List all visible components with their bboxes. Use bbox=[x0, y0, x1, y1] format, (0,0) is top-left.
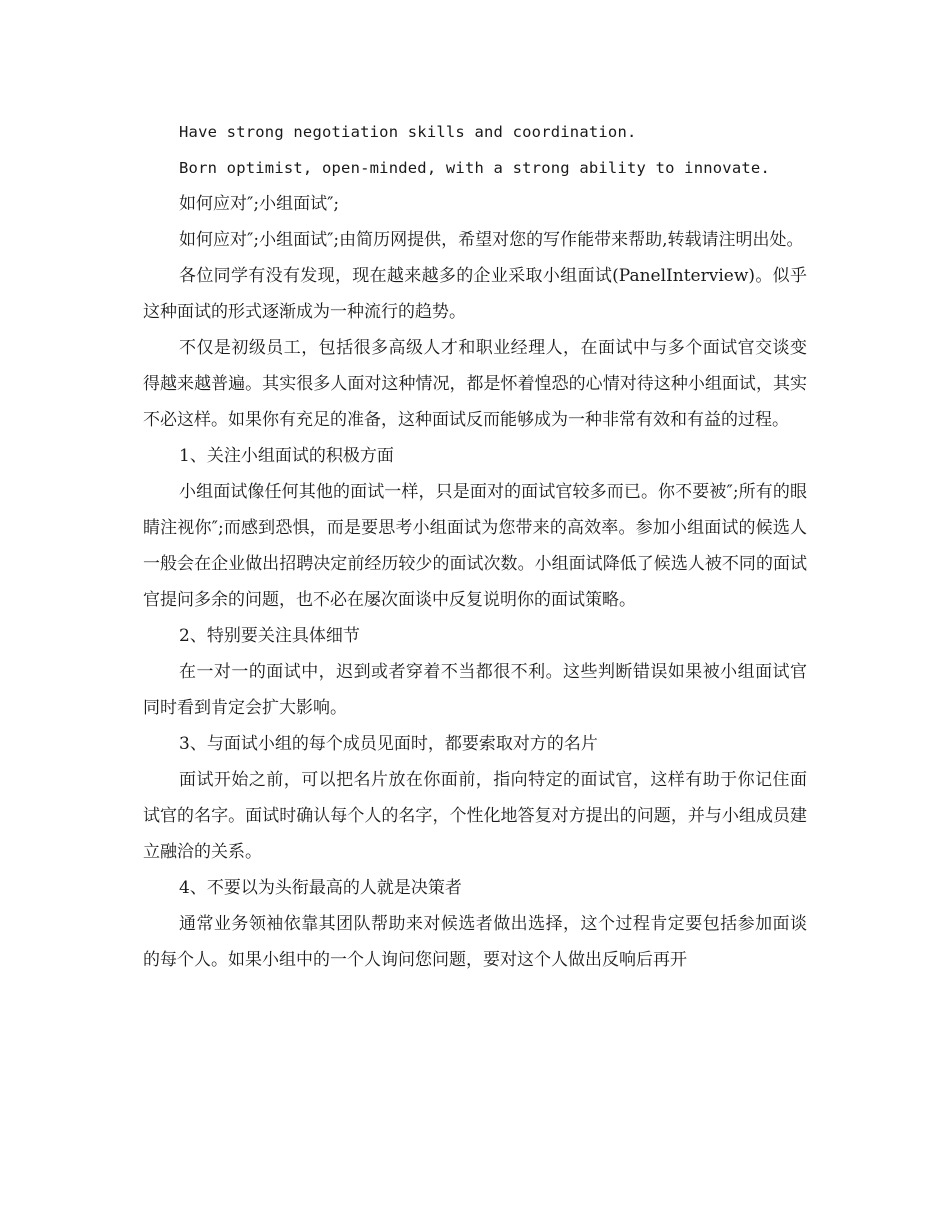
paragraph-section-3-body: 面试开始之前，可以把名片放在你面前，指向特定的面试官，这样有助于你记住面试官的名字。面试时确认每个人的名字，个性化地答复对方提出的问题，并与小组成员建立融洽的关系。 bbox=[143, 770, 807, 862]
paragraph-section-2-body: 在一对一的面试中，迟到或者穿着不当都很不利。这些判断错误如果被小组面试官同时看到肯定会扩大影响。 bbox=[143, 662, 807, 718]
section-heading-2: 2、特别要关注具体细节 bbox=[179, 626, 360, 646]
section-heading-1: 1、关注小组面试的积极方面 bbox=[179, 446, 394, 466]
paragraph-source-note: 如何应对″;小组面试″;由简历网提供，希望对您的写作能带来帮助,转载请注明出处。 bbox=[179, 230, 804, 250]
paragraph-section-1-body: 小组面试像任何其他的面试一样，只是面对的面试官较多而已。你不要被″;所有的眼睛注视你″;而感到恐惧，而是要思考小组面试为您带来的高效率。参加小组面试的候选人一般会在企业做出招聘决定前经历较少的面试次数。小组面试降低了候选人被不同的面试官提问多余的问题，也不必在屡次面谈中反复说明你的面试策略。 bbox=[143, 482, 807, 610]
paragraph-born-optimist: Born optimist, open-minded, with a strong ability to innovate. bbox=[179, 159, 770, 177]
paragraph-common-practice: 不仅是初级员工，包括很多高级人才和职业经理人，在面试中与多个面试官交谈变得越来越普遍。其实很多人面对这种情况，都是怀着惶恐的心情对待这种小组面试，其实不必这样。如果你有充足的准备，这种面试反而能够成为一种非常有效和有益的过程。 bbox=[143, 338, 807, 430]
section-heading-3: 3、与面试小组的每个成员见面时，都要索取对方的名片 bbox=[179, 734, 598, 754]
section-heading-4: 4、不要以为头衔最高的人就是决策者 bbox=[179, 878, 462, 898]
paragraph-panel-interview-intro: 各位同学有没有发现，现在越来越多的企业采取小组面试(PanelInterview)。似乎这种面试的形式逐渐成为一种流行的趋势。 bbox=[143, 266, 807, 322]
document-body bbox=[143, 114, 807, 978]
paragraph-negotiation-skills: Have strong negotiation skills and coordination. bbox=[179, 123, 637, 141]
paragraph-heading-title: 如何应对″;小组面试″; bbox=[179, 194, 340, 214]
paragraph-section-4-body: 通常业务领袖依靠其团队帮助来对候选者做出选择，这个过程肯定要包括参加面谈的每个人。如果小组中的一个人询问您问题，要对这个人做出反响后再开 bbox=[143, 914, 807, 970]
